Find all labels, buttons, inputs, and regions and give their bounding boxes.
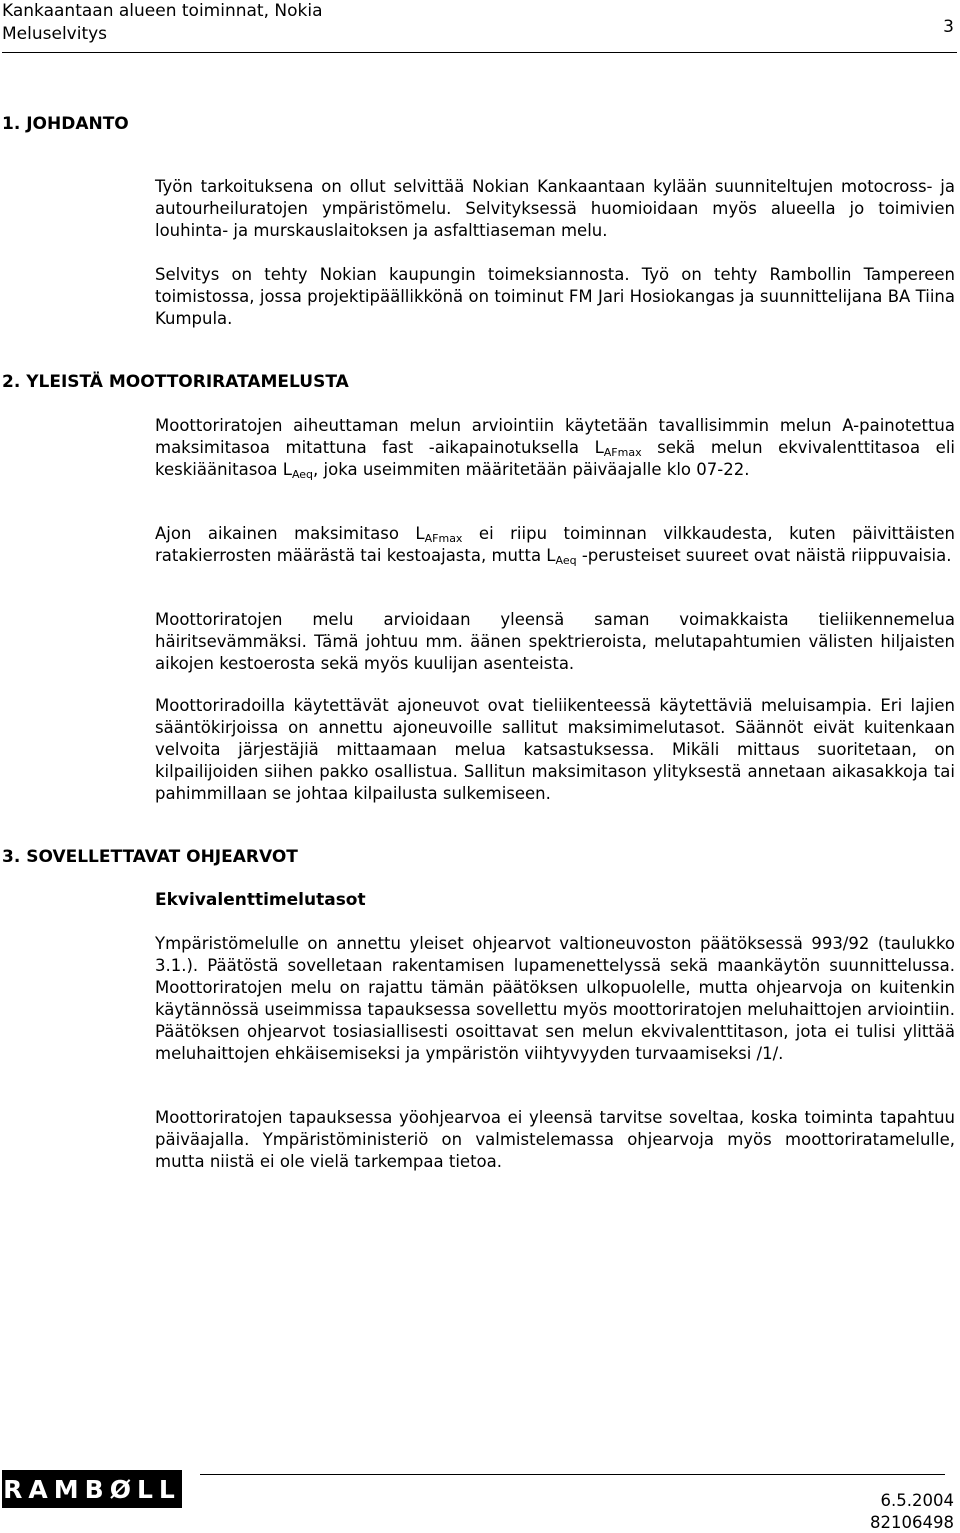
section-2-paragraph-1 bbox=[155, 415, 955, 481]
section-3-subheading: Ekvivalenttimelutasot bbox=[155, 890, 366, 910]
page-number: 3 bbox=[943, 17, 954, 37]
subscript: Aeq bbox=[555, 554, 577, 567]
text-run: Moottoriratojen aiheuttaman melun arviointiin käytetään tavallisimmin melun A-painotettua maksimitasoa mitattuna fast -aikapainotuksella L bbox=[155, 416, 955, 457]
header-subtitle: Meluselvitys bbox=[2, 24, 108, 44]
section-1-heading: 1. JOHDANTO bbox=[2, 114, 129, 134]
section-2-paragraph-2 bbox=[155, 523, 955, 567]
text-run: , joka useimmiten määritetään päiväajalle klo 07-22. bbox=[313, 460, 750, 479]
text-run: Ajon aikainen maksimitaso L bbox=[155, 524, 425, 543]
text-run: -perusteiset suureet ovat näistä riippuvaisia. bbox=[576, 546, 952, 565]
page-header bbox=[2, 0, 957, 53]
subscript: AFmax bbox=[424, 532, 463, 545]
section-3-paragraph-2: Moottoriratojen tapauksessa yöohjearvoa ei yleensä tarvitse soveltaa, koska toiminta tapahtuu päiväajalla. Ympäristöministeriö on valmistelemassa ohjearvoja myös moottoriratamelulle, mutta niistä ei ole vielä tarkempaa tietoa. bbox=[155, 1108, 955, 1171]
ramboll-logo: RAMBØLL bbox=[2, 1470, 182, 1508]
section-3-heading: 3. SOVELLETTAVAT OHJEARVOT bbox=[2, 847, 298, 867]
section-1-paragraph-2: Selvitys on tehty Nokian kaupungin toimeksiannosta. Työ on tehty Rambollin Tampereen toimistossa, jossa projektipäällikkönä on toiminut FM Jari Hosiokangas ja suunnittelijana BA Tiina Kumpula. bbox=[155, 265, 955, 328]
section-2-paragraph-3: Moottoriratojen melu arvioidaan yleensä saman voimakkaista tieliikennemelua häiritsevämmäksi. Tämä johtuu mm. äänen spektrieroista, melutapahtumien välisten hiljaisten aikojen kestoerosta sekä myös kuulijan asenteista. bbox=[155, 610, 955, 673]
subscript: AFmax bbox=[603, 446, 642, 459]
footer-document-id: 82106498 bbox=[870, 1513, 954, 1532]
header-title: Kankaantaan alueen toiminnat, Nokia bbox=[2, 1, 323, 21]
footer-date: 6.5.2004 bbox=[880, 1491, 954, 1510]
text-run: sekä melun ekvivalenttitasoa eli keskiäänitasoa L bbox=[155, 438, 955, 479]
section-3-paragraph-1: Ympäristömelulle on annettu yleiset ohjearvot valtioneuvoston päätöksessä 993/92 (taulukko 3.1.). Päätöstä sovelletaan rakentamisen lupamenettelyssä sekä maankäytön suunnittelussa. Moottoriratojen melu on rajattu tämän päätöksen ulkopuolelle, mutta ohjearvoja on kuitenkin käytännössä useimmissa tapauksessa sovellettu myös moottoriratojen meluhaittojen arviointiin. Päätöksen ohjearvot tosiasiallisesti osoittavat sen melun ekvivalenttitason, jota ei tulisi ylittää meluhaittojen ehkäisemiseksi ja ympäristön viihtyvyyden turvaamiseksi /1/. bbox=[155, 934, 955, 1063]
section-2-paragraph-4: Moottoriradoilla käytettävät ajoneuvot ovat tieliikenteessä käytettäviä meluisampia. Eri lajien sääntökirjoissa on annettu ajoneuvoille sallitut maksimimelutasot. Säännöt eivät kuitenkaan velvoita järjestäjiä mittaamaan melua katsastuksessa. Mikäli mittaus suoritetaan, on kilpailijoiden siihen pakko osallistua. Sallitun maksimitason ylityksestä annetaan aikasakkoja tai pahimmillaan se johtaa kilpailusta sulkemiseen. bbox=[155, 696, 955, 803]
subscript: Aeq bbox=[291, 468, 314, 481]
section-1-paragraph-1: Työn tarkoituksena on ollut selvittää Nokian Kankaantaan kylään suunniteltujen motocross- ja autourheiluratojen ympäristömelu. Selvityksessä huomioidaan myös alueella jo toimivien louhinta- ja murskauslaitoksen ja asfalttiaseman melu. bbox=[155, 177, 955, 240]
text-run: ei riipu toiminnan vilkkaudesta, kuten päivittäisten ratakierrosten määrästä tai kestoajasta, mutta L bbox=[155, 524, 955, 565]
section-2-heading: 2. YLEISTÄ MOOTTORIRATAMELUSTA bbox=[2, 372, 349, 392]
footer-divider bbox=[200, 1474, 945, 1475]
